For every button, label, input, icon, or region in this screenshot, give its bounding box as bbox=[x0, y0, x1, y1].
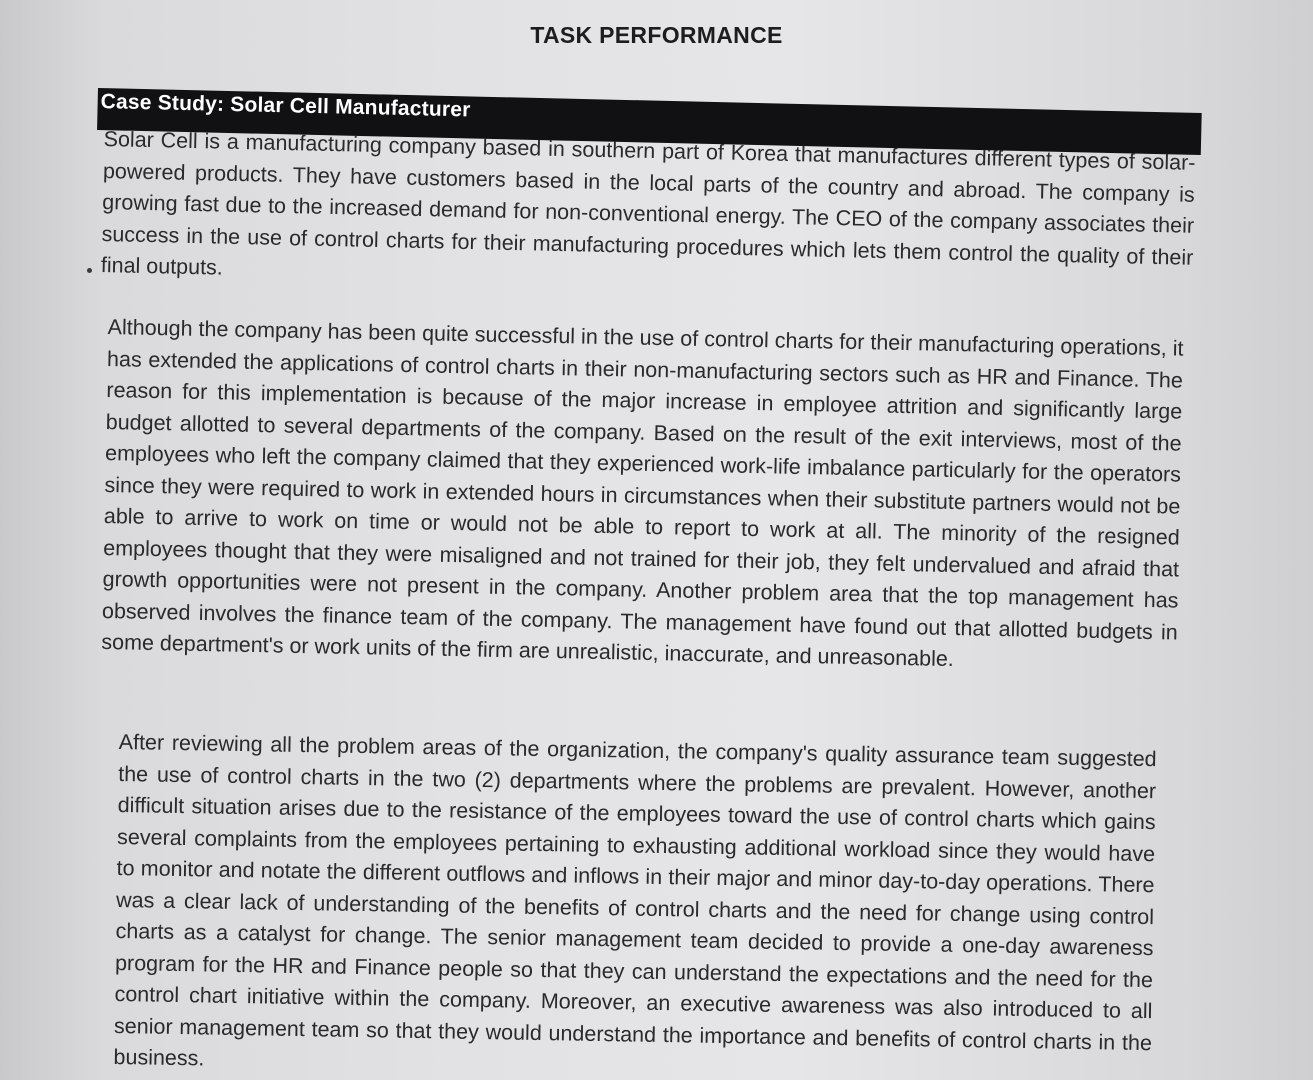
margin-mark bbox=[87, 268, 92, 273]
document-title: TASK PERFORMANCE bbox=[530, 22, 783, 48]
paragraph-3: After reviewing all the problem areas of the organization, the company's quality assurance team suggested the use of control charts in the two (2) departments where the problems are prevalent. However, another difficult situation arises due to the resistance of the employees toward the use of control charts which gains several complaints from the employees pertaining to exhausting additional workload since they would have to monitor and notate the different outflows and inflows in their major and minor day-to-day operations. There was a clear lack of understanding of the benefits of control charts and the need for change using control charts as a catalyst for change. The senior management team decided to provide a one-day awareness program for the HR and Finance people so that they can understand the expectations and the need for the control chart initiative within the company. Moreover, an executive awareness was also introduced to all senior management team so that they would understand the importance and benefits of control charts in the business. bbox=[113, 729, 1157, 1071]
paragraph-2: Although the company has been quite successful in the use of control charts for their manufacturing operations, it has extended the applications of control charts in their non-manufacturing sectors such as HR and Finance. The reason for this implementation is because of the major increase in employee attrition and significantly large budget allotted to several departments of the company. Based on the result of the exit interviews, most of the employees who left the company claimed that they experienced work-life imbalance particularly for the operators since they were required to work in extended hours in circumstances when their substitute partners would not be able to arrive to work on time or would not be able to report to work at all. The minority of the resigned employees thought that they were misaligned and not trained for their job, they felt undervalued and afraid that growth opportunities were not present in the company. Another problem area that the top management has observed involves the finance team of the company. The management have found out that allotted budgets in some department's or work units of the firm are unrealistic, inaccurate, and unreasonable. bbox=[101, 314, 1184, 672]
section-heading: Case Study: Solar Cell Manufacturer bbox=[100, 90, 471, 122]
paragraph-1: Solar Cell is a manufacturing company based in southern part of Korea that manufactures different types of solar-powered products. They have customers based in the local parts of the country and abroad. The company is growing fast due to the increased demand for non-conventional energy. The CEO of the company associates their success in the use of control charts for their manufacturing procedures which lets them control the quality of their final outputs. bbox=[100, 126, 1196, 280]
